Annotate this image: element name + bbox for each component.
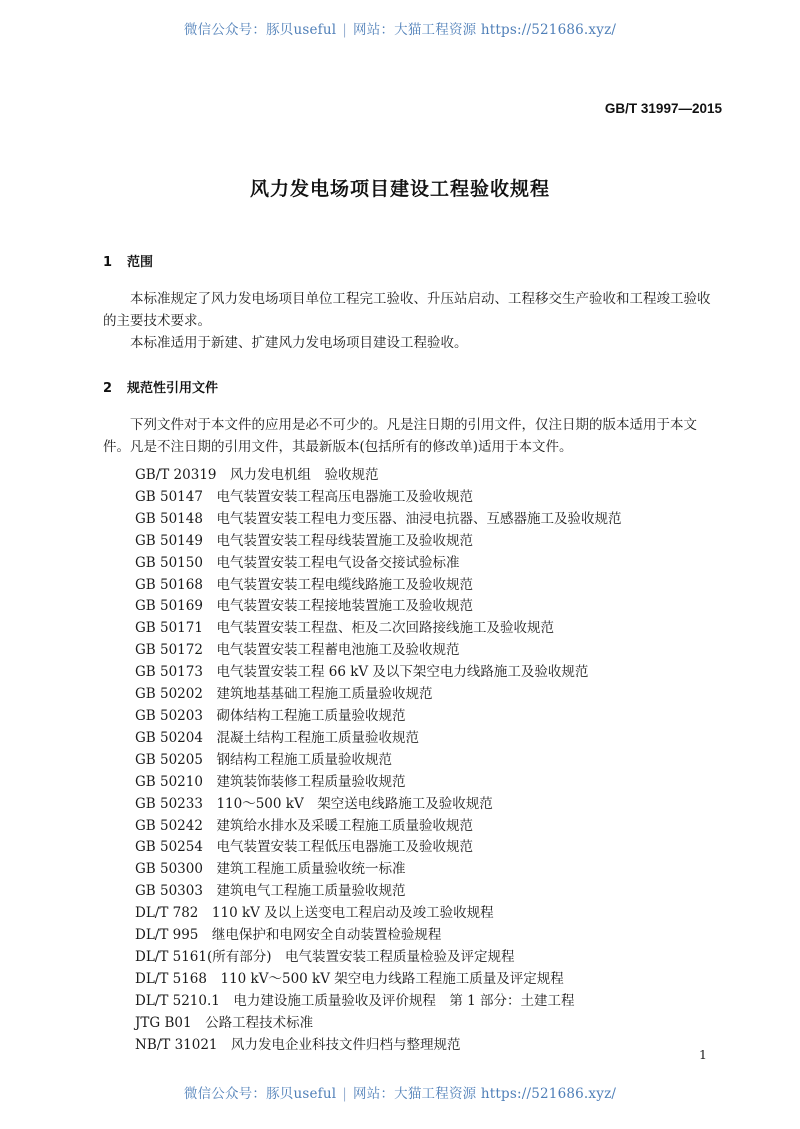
reference-item bbox=[135, 794, 621, 816]
reference-title: 混凝土结构工程施工质量验收规范 bbox=[216, 729, 419, 746]
watermark-separator: | bbox=[342, 22, 348, 38]
watermark-header bbox=[0, 18, 800, 38]
watermark-footer bbox=[0, 1082, 800, 1102]
reference-gap bbox=[203, 555, 217, 571]
reference-gap bbox=[203, 752, 217, 768]
reference-title: 电气装置安装工程 66 kV 及以下架空电力线路施工及验收规范 bbox=[216, 664, 589, 681]
reference-title: 电气装置安装工程母线装置施工及验收规范 bbox=[216, 532, 473, 549]
reference-item bbox=[135, 575, 621, 597]
reference-code: GB 50303 bbox=[135, 883, 203, 900]
reference-gap bbox=[203, 796, 217, 812]
standard-code: GB/T 31997—2015 bbox=[604, 101, 722, 116]
reference-item bbox=[135, 750, 621, 772]
reference-gap bbox=[198, 927, 212, 943]
reference-item bbox=[135, 596, 621, 618]
reference-code: GB 50202 bbox=[135, 686, 203, 703]
reference-gap bbox=[220, 993, 234, 1009]
reference-title: 建筑装饰装修工程质量验收规范 bbox=[216, 773, 406, 790]
section-title: 规范性引用文件 bbox=[127, 381, 219, 396]
references-intro bbox=[103, 414, 723, 458]
watermark-separator: | bbox=[342, 1086, 348, 1102]
reference-title: 砌体结构工程施工质量验收规范 bbox=[216, 707, 406, 724]
reference-gap bbox=[203, 598, 217, 614]
references-intro-paragraph: 下列文件对于本文件的应用是必不可少的。凡是注日期的引用文件，仅注日期的版本适用于本文件。凡是不注日期的引用文件，其最新版本(包括所有的修改单)适用于本文件。 bbox=[103, 417, 697, 455]
reference-gap bbox=[203, 730, 217, 746]
reference-item bbox=[135, 1013, 621, 1035]
reference-item bbox=[135, 640, 621, 662]
reference-gap bbox=[272, 949, 286, 965]
watermark-website: 网站：大猫工程资源 https://521686.xyz/ bbox=[353, 22, 617, 38]
reference-gap bbox=[218, 1037, 232, 1053]
reference-title: 风力发电机组 验收规范 bbox=[230, 467, 379, 483]
reference-gap bbox=[207, 971, 221, 987]
reference-item bbox=[135, 487, 621, 509]
reference-code: GB 50233 bbox=[135, 795, 203, 812]
reference-gap bbox=[203, 533, 217, 549]
reference-item bbox=[135, 859, 621, 881]
reference-code: GB 50205 bbox=[135, 751, 203, 768]
reference-gap bbox=[203, 642, 217, 658]
section-heading-normative-references bbox=[103, 377, 218, 396]
reference-code: GB 50147 bbox=[135, 488, 203, 505]
reference-title: 110 kV 及以上送变电工程启动及竣工验收规程 bbox=[211, 905, 494, 922]
reference-item bbox=[135, 991, 621, 1013]
reference-item bbox=[135, 903, 621, 925]
reference-gap bbox=[203, 839, 217, 855]
reference-gap bbox=[198, 905, 212, 921]
reference-code: GB 50254 bbox=[135, 839, 203, 856]
reference-code: GB 50149 bbox=[135, 532, 203, 549]
reference-item bbox=[135, 1035, 621, 1057]
reference-code: GB 50300 bbox=[135, 861, 203, 878]
reference-gap bbox=[203, 883, 217, 899]
reference-title: 公路工程技术标准 bbox=[205, 1014, 314, 1031]
scope-paragraph: 本标准适用于新建、扩建风力发电场项目建设工程验收。 bbox=[130, 335, 468, 351]
reference-item bbox=[135, 969, 621, 991]
reference-gap bbox=[203, 774, 217, 790]
reference-code: GB 50150 bbox=[135, 554, 203, 571]
reference-title: 电力建设施工质量验收及评价规程 第 1 部分：土建工程 bbox=[233, 992, 575, 1009]
reference-item bbox=[135, 706, 621, 728]
reference-item bbox=[135, 465, 621, 487]
reference-item bbox=[135, 837, 621, 859]
page-number: 1 bbox=[699, 1047, 707, 1062]
reference-gap bbox=[203, 577, 217, 593]
reference-code: GB 50203 bbox=[135, 707, 203, 724]
reference-title: 电气装置安装工程电力变压器、油浸电抗器、互感器施工及验收规范 bbox=[216, 510, 622, 527]
reference-title: 电气装置安装工程电气设备交接试验标准 bbox=[216, 554, 460, 571]
reference-gap bbox=[217, 467, 231, 483]
reference-code: GB 50242 bbox=[135, 817, 203, 834]
scope-paragraphs bbox=[103, 288, 723, 354]
reference-code: GB/T 20319 bbox=[135, 467, 217, 483]
reference-title: 电气装置安装工程电缆线路施工及验收规范 bbox=[216, 576, 473, 593]
reference-item bbox=[135, 684, 621, 706]
reference-gap bbox=[192, 1015, 206, 1031]
reference-code: GB 50172 bbox=[135, 642, 203, 659]
reference-gap bbox=[203, 686, 217, 702]
reference-title: 110～500 kV 架空送电线路施工及验收规范 bbox=[216, 795, 493, 812]
reference-gap bbox=[203, 664, 217, 680]
watermark-website: 网站：大猫工程资源 https://521686.xyz/ bbox=[353, 1086, 617, 1102]
section-number: 2 bbox=[103, 381, 113, 396]
section-title: 范围 bbox=[127, 255, 154, 270]
reference-item bbox=[135, 881, 621, 903]
reference-item bbox=[135, 947, 621, 969]
watermark-wechat: 微信公众号：豚贝useful bbox=[183, 22, 337, 38]
reference-title: 建筑地基基础工程施工质量验收规范 bbox=[216, 686, 433, 703]
reference-code: GB 50169 bbox=[135, 598, 203, 615]
reference-title: 建筑给水排水及采暖工程施工质量验收规范 bbox=[216, 817, 473, 834]
reference-code: GB 50171 bbox=[135, 620, 203, 637]
reference-list bbox=[135, 465, 621, 1056]
reference-title: 继电保护和电网安全自动装置检验规程 bbox=[211, 927, 442, 944]
reference-title: 电气装置安装工程盘、柜及二次回路接线施工及验收规范 bbox=[216, 620, 554, 637]
reference-item bbox=[135, 925, 621, 947]
reference-item bbox=[135, 772, 621, 794]
reference-item bbox=[135, 509, 621, 531]
reference-code: DL/T 782 bbox=[135, 905, 199, 922]
reference-gap bbox=[203, 511, 217, 527]
reference-title: 电气装置安装工程高压电器施工及验收规范 bbox=[216, 488, 473, 505]
reference-title: 钢结构工程施工质量验收规范 bbox=[216, 751, 392, 768]
reference-title: 建筑电气工程施工质量验收规范 bbox=[216, 883, 406, 900]
reference-code: DL/T 5210.1 bbox=[135, 992, 220, 1009]
reference-title: 电气装置安装工程质量检验及评定规程 bbox=[285, 948, 515, 965]
reference-title: 风力发电企业科技文件归档与整理规范 bbox=[231, 1036, 461, 1053]
reference-gap bbox=[203, 818, 217, 834]
watermark-wechat: 微信公众号：豚贝useful bbox=[183, 1086, 337, 1102]
reference-code: GB 50148 bbox=[135, 510, 203, 527]
reference-code: GB 50204 bbox=[135, 729, 203, 746]
reference-item bbox=[135, 531, 621, 553]
section-number: 1 bbox=[103, 255, 113, 270]
reference-gap bbox=[203, 620, 217, 636]
reference-title: 电气装置安装工程低压电器施工及验收规范 bbox=[216, 839, 473, 856]
reference-gap bbox=[203, 489, 217, 505]
reference-gap bbox=[203, 708, 217, 724]
reference-title: 电气装置安装工程接地装置施工及验收规范 bbox=[216, 598, 473, 615]
reference-code: GB 50168 bbox=[135, 576, 203, 593]
reference-item bbox=[135, 553, 621, 575]
reference-item bbox=[135, 662, 621, 684]
reference-item bbox=[135, 816, 621, 838]
reference-code: DL/T 5161(所有部分) bbox=[135, 948, 272, 965]
scope-paragraph: 本标准规定了风力发电场项目单位工程完工验收、升压站启动、工程移交生产验收和工程竣工验收的主要技术要求。 bbox=[103, 291, 711, 329]
document-title: 风力发电场项目建设工程验收规程 bbox=[249, 178, 550, 200]
reference-code: DL/T 995 bbox=[135, 927, 199, 944]
reference-code: NB/T 31021 bbox=[135, 1036, 218, 1053]
reference-title: 建筑工程施工质量验收统一标准 bbox=[216, 861, 406, 878]
reference-title: 电气装置安装工程蓄电池施工及验收规范 bbox=[216, 642, 460, 659]
section-heading-scope bbox=[103, 251, 153, 270]
reference-item bbox=[135, 618, 621, 640]
reference-title: 110 kV～500 kV 架空电力线路工程施工质量及评定规程 bbox=[220, 970, 564, 987]
reference-code: GB 50210 bbox=[135, 773, 203, 790]
reference-item bbox=[135, 728, 621, 750]
reference-code: GB 50173 bbox=[135, 664, 203, 681]
reference-code: DL/T 5168 bbox=[135, 970, 207, 987]
reference-gap bbox=[203, 861, 217, 877]
reference-code: JTG B01 bbox=[135, 1014, 192, 1031]
